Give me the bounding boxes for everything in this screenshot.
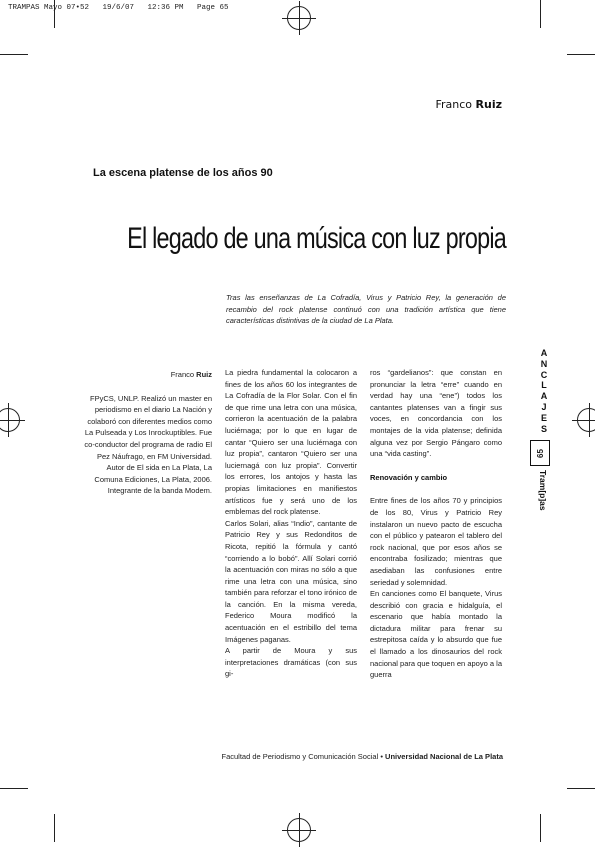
print-slug: TRAMPAS Mayo 07•52 19/6/07 12:36 PM Page 65 bbox=[8, 4, 229, 12]
vertical-label-letter: L bbox=[541, 380, 547, 391]
footer-university: Universidad Nacional de La Plata bbox=[385, 752, 503, 761]
vertical-section-label bbox=[538, 348, 550, 434]
article-lede: Tras las enseñanzas de La Cofradía, Virus y Patricio Rey, la generación de recambio del rock platense continuó con una tradición artística que tiene características distintivas de la ciudad de La Plata. bbox=[226, 293, 506, 325]
author-sidebar bbox=[80, 369, 212, 497]
sidebar-byline bbox=[80, 369, 212, 381]
journal-brand-vertical: Tram[p]as bbox=[538, 470, 548, 511]
vertical-label-letter: S bbox=[540, 423, 547, 434]
crop-mark bbox=[567, 788, 595, 789]
sidebar-byline-last: Ruiz bbox=[196, 370, 212, 379]
body-paragraph: En canciones como El banquete, Virus describió con gracia e hidalguía, el escenario que había montado la dictadura militar para frenar su estrepitosa caída y lo absurdo que fue el llamado a los dinosaurios del rock nacional para que toquen en apoyo a la guerra bbox=[370, 589, 502, 680]
running-author-first: Franco bbox=[435, 98, 476, 111]
page-number: 65 bbox=[535, 448, 545, 458]
body-column-2 bbox=[370, 367, 502, 681]
author-bio: FPyCS, UNLP. Realizó un master en periodismo en el diario La Nación y colaboró con diferentes medios como La Pulseada y Los Inrockuptibles. Fue co-conductor del programa de radio El Pez Náufrago, en FM Universidad. Autor de El sida en La Plata, La Comuna Ediciones, La Plata, 2006. Integrante de la banda Modem. bbox=[84, 393, 212, 496]
vertical-label-letter: N bbox=[540, 358, 548, 369]
body-paragraph: Entre fines de los años 70 y principios de los 80, Virus y Patricio Rey instalaron un nuevo pacto de escucha con el público y patearon el tablero del rock nacional, que por esos años se encontraba fosilizado; mientras que asediaban las confusiones entre seriedad y solemnidad. bbox=[370, 496, 502, 587]
running-author bbox=[0, 98, 502, 111]
footer-separator: • bbox=[378, 752, 386, 761]
body-paragraph: A partir de Moura y sus interpretaciones dramáticas (con sus gi- bbox=[225, 646, 357, 679]
vertical-label-letter: E bbox=[540, 412, 547, 423]
page-number-badge bbox=[530, 440, 550, 466]
page-footer bbox=[0, 752, 503, 761]
subheading: Renovación y cambio bbox=[370, 472, 448, 482]
registration-mark-bottom bbox=[287, 818, 311, 842]
body-paragraph: La piedra fundamental la colocaron a fines de los años 60 los integrantes de La Cofradía de la Flor Solar. Con el fin de que rime una letra con una música, corrieron la acentuación de la palabra luciérnaga; por lo que en lugar de cantar “Quiero ser una luciérnaga con luz propia”, cantaron “Quiero ser una luciernagá con luz propia”. Convertir los errores, los antojos y hasta las propias limitaciones en manifiestos artísticos fue y será uno de los emblemas del rock platense. bbox=[225, 368, 357, 517]
registration-mark-left bbox=[0, 408, 20, 432]
article-title: El legado de una música con luz propia bbox=[127, 222, 507, 255]
crop-mark bbox=[567, 54, 595, 55]
registration-mark-right bbox=[577, 408, 595, 432]
vertical-label-letter: J bbox=[541, 401, 547, 412]
vertical-label-letter: A bbox=[540, 348, 548, 358]
crop-mark bbox=[540, 0, 541, 28]
crop-mark bbox=[0, 788, 28, 789]
body-column-1 bbox=[225, 367, 357, 680]
body-paragraph: Carlos Solari, alias “Indio”, cantante de Patricio Rey y sus Redonditos de Ricota, repitió la fórmula y cantó “corriendo a lo bobó”. Allí Solari corrió la acentuación con miras no sólo a que rime una letra con una música, sino también para reforzar el tono irónico de la canción. En la misma vereda, Federico Moura modificó la acentuación en el estribillo del tema Imágenes paganas. bbox=[225, 518, 357, 644]
body-paragraph: ros “gardelianos”: que constan en pronunciar la letra “erre” cuando en verdad hay una “ene”) todos los cantantes platenses van a fingir sus voces, en concordancia con los montajes de la vida platense; definida alguna vez por Sergio Pángaro como una “vida casting”. bbox=[370, 368, 502, 459]
section-title: La escena platense de los años 90 bbox=[93, 167, 273, 179]
crop-mark bbox=[540, 814, 541, 842]
registration-mark-top bbox=[287, 6, 311, 30]
crop-mark bbox=[54, 814, 55, 842]
vertical-label-letter: A bbox=[540, 391, 548, 402]
vertical-label-letter: C bbox=[540, 369, 548, 380]
crop-mark bbox=[0, 54, 28, 55]
running-author-last: Ruiz bbox=[475, 98, 502, 111]
footer-faculty: Facultad de Periodismo y Comunicación Social bbox=[221, 752, 379, 761]
sidebar-byline-first: Franco bbox=[170, 370, 197, 379]
